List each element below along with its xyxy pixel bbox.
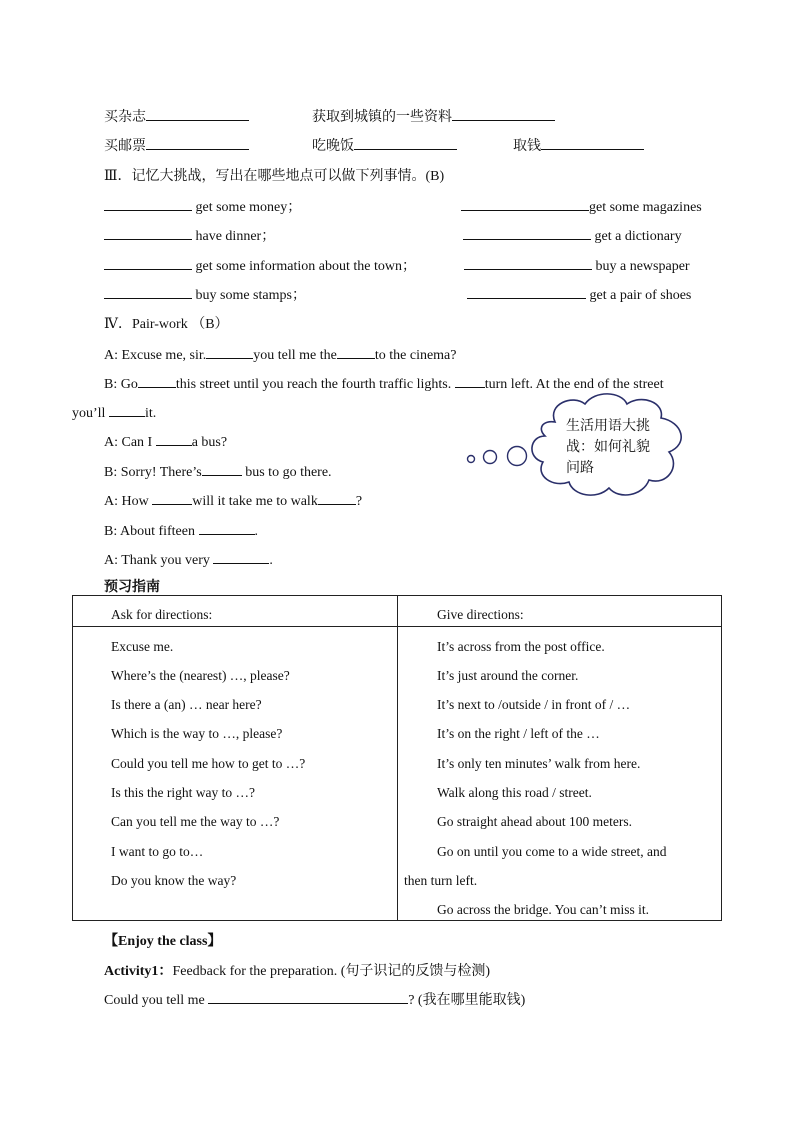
dialogue-line — [104, 490, 362, 510]
phrase: Go on until you come to a wide street, and — [437, 844, 667, 859]
phrase: It’s just around the corner. — [437, 668, 579, 683]
dialogue-line — [72, 402, 156, 422]
item-text: get some magazines — [589, 200, 702, 215]
phrase: Excuse me. — [111, 639, 174, 654]
answer-blank[interactable] — [463, 225, 591, 240]
item-text: have dinner； — [195, 229, 276, 244]
answer-blank[interactable] — [208, 989, 408, 1004]
place-item — [463, 225, 682, 245]
phrase: It’s only ten minutes’ walk from here. — [437, 756, 641, 771]
answer-blank[interactable] — [104, 255, 192, 270]
dialogue-line — [104, 431, 227, 451]
dialogue-text: this street until you reach the fourth traffic lights. — [175, 377, 452, 392]
answer-blank[interactable] — [318, 490, 356, 505]
dialogue-text: to the cinema? — [374, 348, 457, 363]
item-text: get a pair of shoes — [589, 288, 692, 303]
item-text: get some information about the town； — [195, 259, 416, 274]
dialogue-line — [104, 549, 273, 569]
answer-blank[interactable] — [146, 106, 249, 121]
place-item — [104, 225, 275, 245]
item-text: get a dictionary — [594, 229, 682, 244]
enjoy-title: 【Enjoy the class】 — [104, 934, 222, 949]
dialogue-text: . — [254, 524, 258, 539]
phrase: Is there a (an) … near here? — [111, 697, 262, 712]
dialogue-text: A: Excuse me, sir. — [104, 348, 207, 363]
section-4-title: Ⅳ．Pair-work （B） — [104, 317, 229, 332]
answer-blank[interactable] — [156, 431, 192, 446]
answer-blank[interactable] — [146, 135, 249, 150]
place-item — [104, 284, 306, 304]
phrase: It’s on the right / left of the … — [437, 726, 600, 741]
directions-table — [72, 595, 722, 921]
dialogue-text: . — [269, 553, 273, 568]
dialogue-text: B: Sorry! There’s — [104, 465, 202, 480]
answer-blank[interactable] — [104, 225, 192, 240]
answer-blank[interactable] — [337, 344, 375, 359]
item-text: buy a newspaper — [595, 259, 690, 274]
answer-blank[interactable] — [152, 490, 192, 505]
answer-blank[interactable] — [138, 373, 176, 388]
task-row-2a — [104, 135, 249, 155]
dialogue-text: bus to go there. — [245, 465, 332, 480]
phrase: Can you tell me the way to …? — [111, 814, 280, 829]
answer-blank[interactable] — [213, 549, 269, 564]
give-cell — [398, 627, 722, 921]
activity-line — [104, 960, 490, 980]
phrase: Could you tell me how to get to …? — [111, 756, 306, 771]
answer-blank[interactable] — [464, 255, 592, 270]
question-line — [104, 989, 525, 1009]
header-cell — [73, 596, 398, 627]
cloud-caption: 生活用语大挑战：如何礼貌问路 — [566, 418, 650, 476]
answer-blank[interactable] — [109, 402, 145, 417]
dialogue-text: A: How — [104, 494, 149, 509]
phrase: Which is the way to …, please? — [111, 726, 283, 741]
answer-blank[interactable] — [354, 135, 457, 150]
dialogue-text: you’ll — [72, 406, 106, 421]
section-3-title: Ⅲ．记忆大挑战，写出在哪些地点可以做下列事情。(B) — [104, 169, 445, 184]
ask-cell — [73, 627, 398, 921]
phrase: then turn left. — [404, 873, 478, 888]
phrase: Walk along this road / street. — [437, 785, 592, 800]
dialogue-text: ? — [355, 494, 363, 509]
ask-header: Ask for directions: — [111, 607, 213, 622]
task-label: 买杂志 — [104, 110, 146, 125]
task-row-2b — [312, 135, 457, 155]
dialogue-text: it. — [144, 406, 157, 421]
question-suffix: ? (我在哪里能取钱) — [408, 993, 526, 1008]
activity-label: Activity1： — [104, 964, 173, 979]
dialogue-text: A: Can I — [104, 435, 153, 450]
place-item — [461, 196, 702, 216]
question-prefix: Could you tell me — [104, 993, 205, 1008]
answer-blank[interactable] — [541, 135, 644, 150]
answer-blank[interactable] — [467, 284, 586, 299]
task-row-2c — [513, 135, 644, 155]
dialogue-text: B: About fifteen — [104, 524, 195, 539]
dialogue-text: A: Thank you very — [104, 553, 210, 568]
phrase: Where’s the (nearest) …, please? — [111, 668, 290, 683]
phrase: It’s next to /outside / in front of / … — [437, 697, 631, 712]
place-item — [467, 284, 691, 304]
place-item — [104, 196, 301, 216]
answer-blank[interactable] — [206, 344, 253, 359]
answer-blank[interactable] — [455, 373, 485, 388]
task-label: 买邮票 — [104, 139, 146, 154]
answer-blank[interactable] — [202, 461, 242, 476]
place-item — [464, 255, 690, 275]
task-row-1b — [312, 106, 555, 126]
answer-blank[interactable] — [452, 106, 555, 121]
activity-text: Feedback for the preparation. (句子识记的反馈与检测) — [172, 964, 491, 979]
header-cell — [398, 596, 722, 627]
dialogue-line — [104, 373, 664, 393]
item-text: get some money； — [195, 200, 302, 215]
task-label: 获取到城镇的一些资料 — [312, 110, 452, 125]
task-label: 取钱 — [513, 139, 541, 154]
phrase: Go across the bridge. You can’t miss it. — [437, 902, 649, 917]
task-label: 吃晚饭 — [312, 139, 354, 154]
dialogue-text: a bus? — [191, 435, 228, 450]
phrase: Go straight ahead about 100 meters. — [437, 814, 632, 829]
dialogue-text: will it take me to walk — [192, 494, 318, 509]
answer-blank[interactable] — [199, 520, 255, 535]
phrase: I want to go to… — [111, 844, 204, 859]
dialogue-text: turn left. At the end of the street — [484, 377, 664, 392]
dialogue-line — [104, 344, 457, 364]
answer-blank[interactable] — [104, 196, 192, 211]
phrase: Do you know the way? — [111, 873, 237, 888]
dialogue-text: you tell me the — [253, 348, 337, 363]
phrase: Is this the right way to …? — [111, 785, 255, 800]
dialogue-line — [104, 461, 332, 481]
phrase: It’s across from the post office. — [437, 639, 605, 654]
dialogue-line — [104, 520, 258, 540]
dialogue-text: B: Go — [104, 377, 138, 392]
answer-blank[interactable] — [104, 284, 192, 299]
give-header: Give directions: — [437, 607, 524, 622]
place-item — [104, 255, 416, 275]
item-text: buy some stamps； — [195, 288, 306, 303]
answer-blank[interactable] — [461, 196, 589, 211]
guide-title: 预习指南 — [104, 579, 160, 595]
task-row-1 — [104, 106, 249, 126]
